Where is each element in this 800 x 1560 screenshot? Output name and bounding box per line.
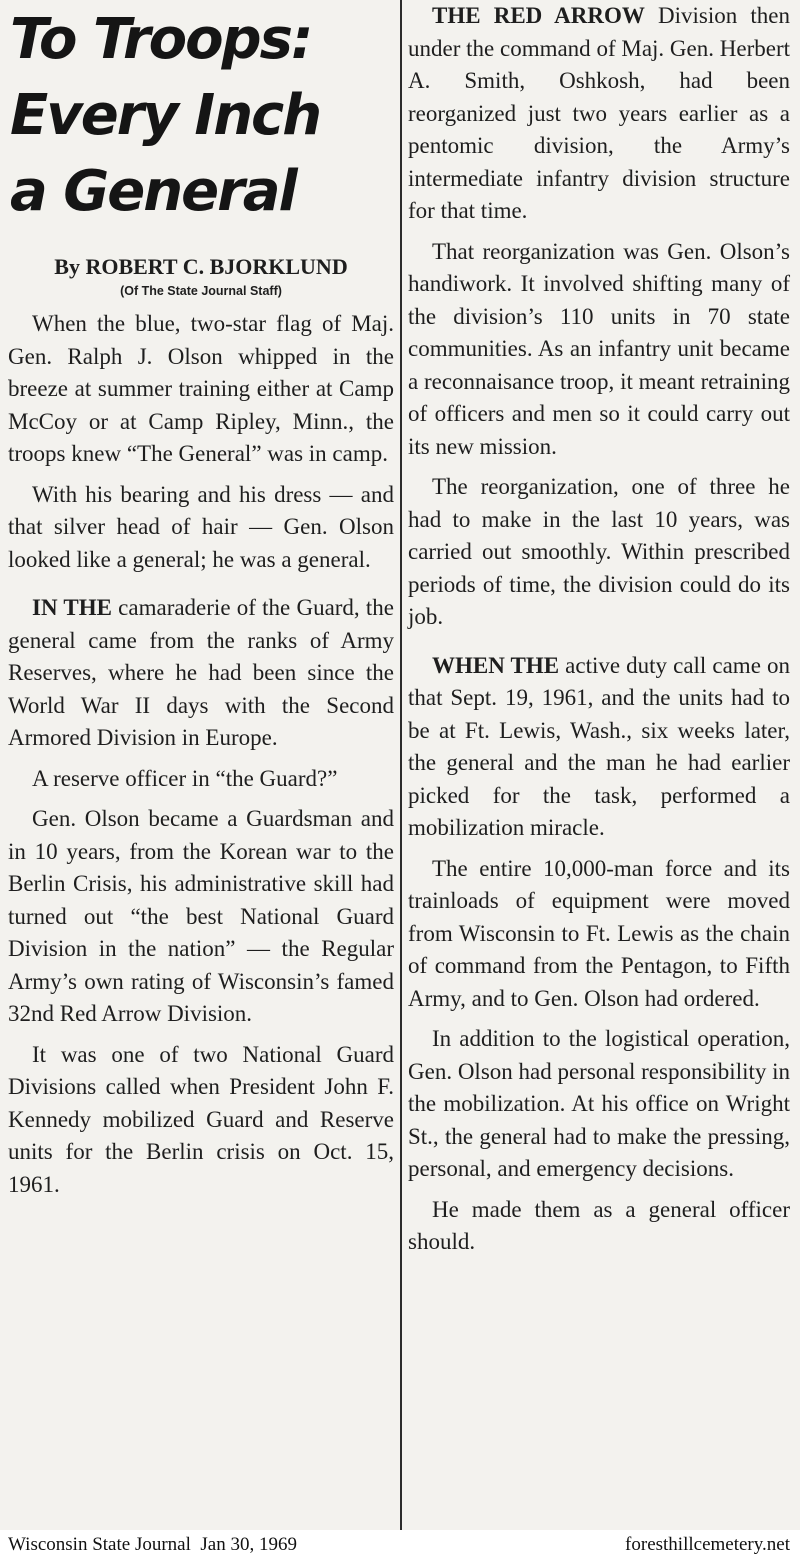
paragraph [8,308,394,471]
headline-line-2: Every Inch [10,83,321,148]
site-credit: foresthillcemetery.net [625,1534,790,1555]
paragraph-text: The entire 10,000-man force and its trainloads of equipment were moved from Wisconsin to Ft. Lewis as the chain of command from the Pentagon, to Fifth Army, and to Gen. Olson had ordered. [408,855,790,1011]
paragraph-text: camaraderie of the Guard, the general came from the ranks of Army Reserves, where he had been since the World War II days with the Second Armored Division in Europe. [8,595,395,750]
paragraph-text: When the blue, two-star flag of Maj. Gen. Ralph J. Olson whipped in the breeze at summer training either at Camp McCoy or at Camp Ripley, Minn., the troops knew “The General” was in camp. [8,311,394,466]
left-column [6,0,398,1530]
paragraph-text: He made them as a general officer should. [408,1196,790,1254]
headline-line-3: a General [10,159,296,224]
source-citation: Wisconsin State Journal Jan 30, 1969 [8,1534,297,1555]
paragraph-text: A reserve officer in “the Guard?” [32,765,338,791]
paragraph [8,803,394,1031]
paragraph [408,1023,790,1186]
paragraph-lead: WHEN THE [432,652,560,678]
paragraph-text: That reorganization was Gen. Olson’s handiwork. It involved shifting many of the division’s 110 units in 70 state communities. As an infantry unit became a reconnaisance troop, it meant retraining of officers and men so it could carry out its new mission. [408,238,790,459]
paragraph [408,0,790,228]
column-divider [400,0,402,1530]
paragraph [8,1039,394,1202]
paragraph [408,471,790,634]
byline: By ROBERT C. BJORKLUND [54,254,348,279]
paragraph-text: The reorganization, one of three he had to make in the last 10 years, was carried out smoothly. Within prescribed periods of time, the division could do its job. [408,474,790,629]
paragraph [408,236,790,464]
paragraph-text: active duty call came on that Sept. 19, 1961, and the units had to be at Ft. Lewis, Wash., six weeks later, the general and the man he had earlier picked for the task, performed a mobilization miracle. [408,652,790,840]
headline [10,2,394,230]
staff-credit: (Of The State Journal Staff) [120,284,282,298]
paragraph-lead: IN THE [32,595,112,620]
headline-line-1: To Troops: [10,7,312,72]
right-column [404,0,794,1530]
paragraph [408,650,790,845]
paragraph-text: Division then under the command of Maj. Gen. Herbert A. Smith, Oshkosh, had been reorganized just two years earlier as a pentomic division, the Army’s intermediate infantry division structure for that time. [408,3,790,223]
paragraph [408,1194,790,1259]
paragraph-text: Gen. Olson became a Guardsman and in 10 years, from the Korean war to the Berlin Crisis, his administrative skill had turned out “the best National Guard Division in the nation” — the Regular Army’s own rating of Wisconsin’s famed 32nd Red Arrow Division. [8,806,394,1026]
paragraph-text: With his bearing and his dress — and that silver head of hair — Gen. Olson looked like a general; he was a general. [8,481,394,572]
paragraph-text: It was one of two National Guard Divisions called when President John F. Kennedy mobilized Guard and Reserve units for the Berlin crisis on Oct. 15, 1961. [8,1041,394,1197]
paragraph [408,853,790,1016]
paragraph [8,763,394,796]
paragraph-lead: THE RED ARROW [432,3,645,28]
paragraph [8,592,394,755]
paragraph-text: In addition to the logistical operation, Gen. Olson had personal responsibility in the mobilization. At his office on Wright St., the general had to make the pressing, personal, and emergency decisions. [408,1026,791,1181]
paragraph [8,479,394,577]
